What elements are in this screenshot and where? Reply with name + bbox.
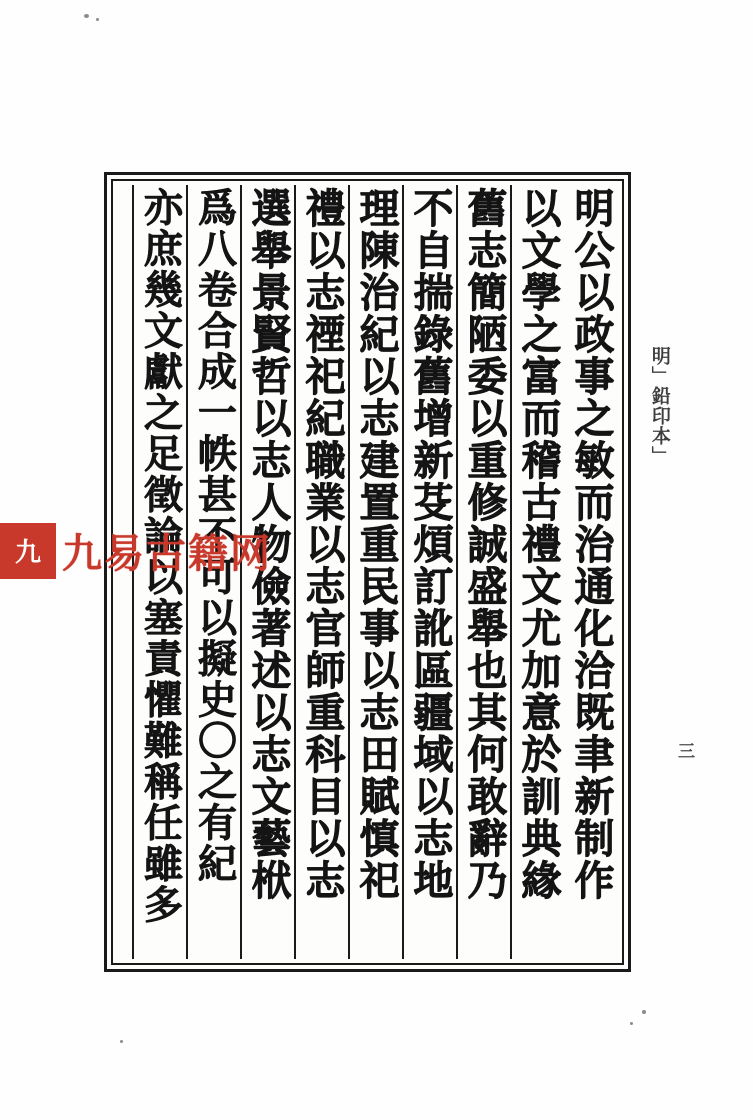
column-text: 爲八卷合成一帙甚不可以擬史〇之有紀 [191, 187, 238, 884]
margin-header-note: 明」鉛印本」 [648, 346, 671, 466]
text-column-1 [564, 185, 618, 959]
column-text: 理陳治紀以志建置重民事以志田賦慎祀 [352, 187, 400, 901]
text-column-3 [456, 185, 510, 959]
paper-speck [642, 1010, 646, 1014]
column-text: 選舉景賢哲以志人物儉著述以志文藝栿 [244, 187, 292, 901]
text-column-5 [348, 185, 402, 959]
column-text: 禮以志禋祀紀職業以志官師重科目以志 [298, 187, 346, 901]
paper-speck [630, 1022, 633, 1025]
site-watermark [0, 522, 272, 579]
column-text: 亦庶幾文獻之足徵論以塞責懼難稱任雖多 [137, 187, 184, 925]
paper-speck [96, 18, 99, 21]
text-column-4 [402, 185, 456, 959]
text-column-6 [294, 185, 348, 959]
column-text: 明公以政事之敏而治通化洽既聿新制作 [567, 187, 615, 901]
column-text: 以文學之富而稽古禮文尤加意於訓典緣 [514, 187, 562, 901]
paper-speck [120, 1040, 123, 1043]
column-text: 舊志簡陋委以重修誠盛舉也其何敢辭乃 [460, 187, 508, 901]
watermark-text: 九易古籍网 [62, 531, 272, 577]
text-column-2 [510, 185, 564, 959]
folio-number: 三 [674, 742, 694, 759]
column-text: 不自揣錄舊增新芟煩訂訛區疆域以志地 [406, 187, 454, 901]
paper-speck [84, 14, 89, 18]
watermark-seal-icon: 九 [0, 523, 56, 579]
